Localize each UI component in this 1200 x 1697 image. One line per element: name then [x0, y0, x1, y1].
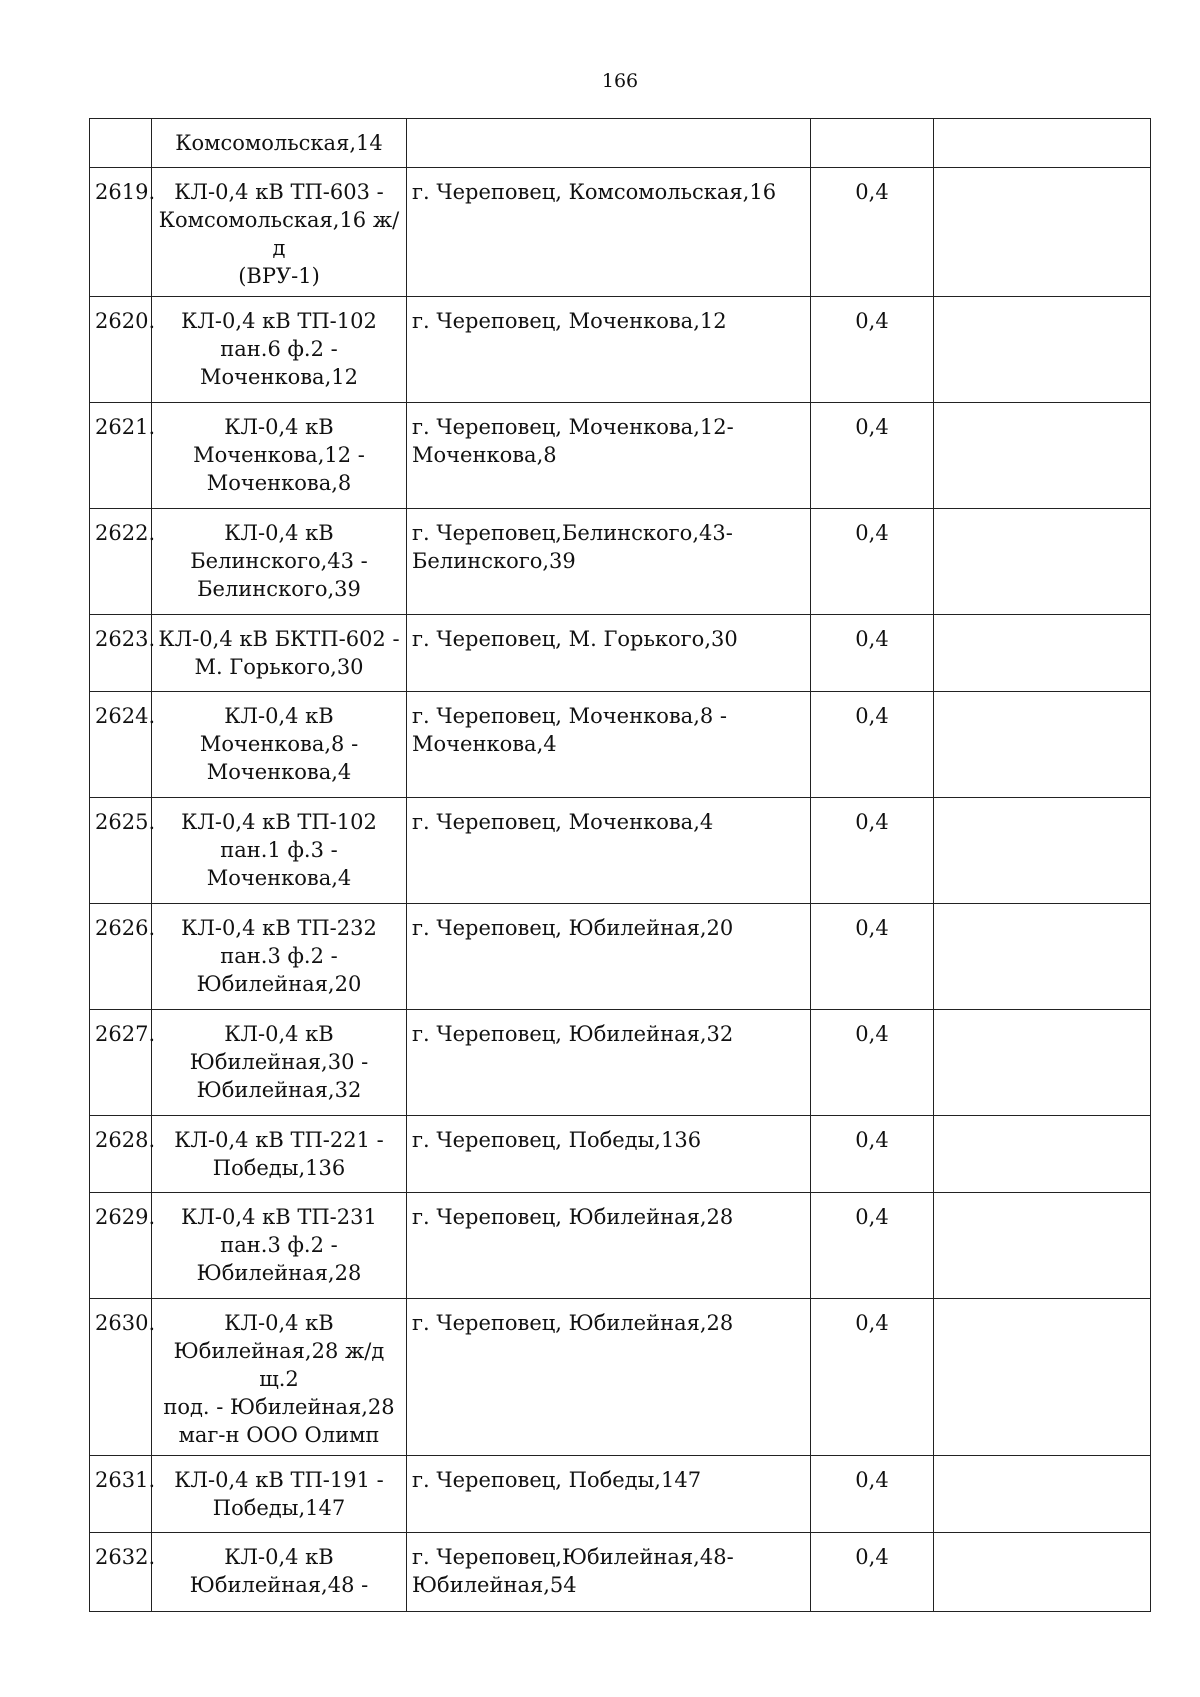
cable-name: КЛ-0,4 кВ ТП-221 - Победы,136 [152, 1116, 407, 1193]
cable-note [934, 1010, 1151, 1116]
table-row [90, 1299, 1151, 1456]
cable-note [934, 904, 1151, 1010]
table-row [90, 403, 1151, 509]
row-number: 2629. [90, 1193, 152, 1299]
table-row [90, 798, 1151, 904]
table-row [90, 168, 1151, 297]
cable-address: г. Череповец, Моченкова,12 [407, 297, 811, 403]
cable-name: КЛ-0,4 кВ БКТП-602 - М. Горького,30 [152, 615, 407, 692]
cable-voltage: 0,4 [811, 692, 934, 798]
cable-note [934, 509, 1151, 615]
cable-registry-table [89, 118, 1151, 1612]
cable-voltage [811, 119, 934, 168]
cable-name: КЛ-0,4 кВ Юбилейная,48 - [152, 1533, 407, 1612]
row-number: 2623. [90, 615, 152, 692]
cable-name: КЛ-0,4 кВ ТП-603 - Комсомольская,16 ж/д (ВРУ-1) [152, 168, 407, 297]
row-number: 2631. [90, 1456, 152, 1533]
row-number: 2621. [90, 403, 152, 509]
cable-note [934, 297, 1151, 403]
cable-address: г. Череповец, Юбилейная,32 [407, 1010, 811, 1116]
cable-address: г. Череповец, Юбилейная,28 [407, 1299, 811, 1456]
cable-address: г. Череповец, Юбилейная,28 [407, 1193, 811, 1299]
table-row [90, 1193, 1151, 1299]
table-row [90, 297, 1151, 403]
table-row [90, 615, 1151, 692]
cable-note [934, 119, 1151, 168]
table-row [90, 1533, 1151, 1612]
table-row [90, 509, 1151, 615]
cable-address [407, 119, 811, 168]
cable-note [934, 615, 1151, 692]
cable-voltage: 0,4 [811, 1010, 934, 1116]
cable-name: КЛ-0,4 кВ ТП-232 пан.3 ф.2 - Юбилейная,20 [152, 904, 407, 1010]
cable-name: КЛ-0,4 кВ Белинского,43 - Белинского,39 [152, 509, 407, 615]
cable-note [934, 1456, 1151, 1533]
row-number: 2624. [90, 692, 152, 798]
cable-voltage: 0,4 [811, 1299, 934, 1456]
cable-name: КЛ-0,4 кВ ТП-102 пан.6 ф.2 - Моченкова,12 [152, 297, 407, 403]
cable-voltage: 0,4 [811, 509, 934, 615]
cable-voltage: 0,4 [811, 1533, 934, 1612]
page-number: 166 [601, 70, 639, 92]
cable-voltage: 0,4 [811, 904, 934, 1010]
cable-name: КЛ-0,4 кВ ТП-231 пан.3 ф.2 - Юбилейная,28 [152, 1193, 407, 1299]
cable-address: г. Череповец,Белинского,43- Белинского,39 [407, 509, 811, 615]
cable-note [934, 692, 1151, 798]
row-number: 2622. [90, 509, 152, 615]
cable-name: КЛ-0,4 кВ ТП-191 - Победы,147 [152, 1456, 407, 1533]
cable-address: г. Череповец, Победы,147 [407, 1456, 811, 1533]
cable-voltage: 0,4 [811, 1116, 934, 1193]
cable-note [934, 798, 1151, 904]
cable-note [934, 1193, 1151, 1299]
table-row [90, 692, 1151, 798]
table-row [90, 119, 1151, 168]
table-row [90, 904, 1151, 1010]
cable-voltage: 0,4 [811, 1193, 934, 1299]
cable-name: КЛ-0,4 кВ Юбилейная,28 ж/д щ.2 под. - Юбилейная,28 маг-н ООО Олимп [152, 1299, 407, 1456]
cable-address: г. Череповец, Моченкова,8 - Моченкова,4 [407, 692, 811, 798]
cable-name: КЛ-0,4 кВ Моченкова,8 - Моченкова,4 [152, 692, 407, 798]
row-number: 2625. [90, 798, 152, 904]
table-row [90, 1456, 1151, 1533]
cable-note [934, 1299, 1151, 1456]
row-number: 2620. [90, 297, 152, 403]
cable-name: КЛ-0,4 кВ ТП-102 пан.1 ф.3 - Моченкова,4 [152, 798, 407, 904]
cable-voltage: 0,4 [811, 168, 934, 297]
cable-note [934, 1116, 1151, 1193]
cable-name: КЛ-0,4 кВ Юбилейная,30 - Юбилейная,32 [152, 1010, 407, 1116]
cable-name: КЛ-0,4 кВ Моченкова,12 - Моченкова,8 [152, 403, 407, 509]
cable-voltage: 0,4 [811, 403, 934, 509]
row-number: 2628. [90, 1116, 152, 1193]
cable-address: г. Череповец, Юбилейная,20 [407, 904, 811, 1010]
table-row [90, 1010, 1151, 1116]
table-row [90, 1116, 1151, 1193]
cable-note [934, 1533, 1151, 1612]
cable-voltage: 0,4 [811, 1456, 934, 1533]
cable-address: г. Череповец, Комсомольская,16 [407, 168, 811, 297]
row-number [90, 119, 152, 168]
cable-address: г. Череповец, Моченкова,12- Моченкова,8 [407, 403, 811, 509]
cable-address: г. Череповец, Моченкова,4 [407, 798, 811, 904]
row-number: 2626. [90, 904, 152, 1010]
row-number: 2627. [90, 1010, 152, 1116]
cable-note [934, 168, 1151, 297]
cable-voltage: 0,4 [811, 615, 934, 692]
row-number: 2619. [90, 168, 152, 297]
row-number: 2630. [90, 1299, 152, 1456]
cable-address: г. Череповец, М. Горького,30 [407, 615, 811, 692]
row-number: 2632. [90, 1533, 152, 1612]
cable-address: г. Череповец,Юбилейная,48- Юбилейная,54 [407, 1533, 811, 1612]
cable-address: г. Череповец, Победы,136 [407, 1116, 811, 1193]
cable-note [934, 403, 1151, 509]
cable-name: Комсомольская,14 [152, 119, 407, 168]
cable-voltage: 0,4 [811, 297, 934, 403]
cable-voltage: 0,4 [811, 798, 934, 904]
